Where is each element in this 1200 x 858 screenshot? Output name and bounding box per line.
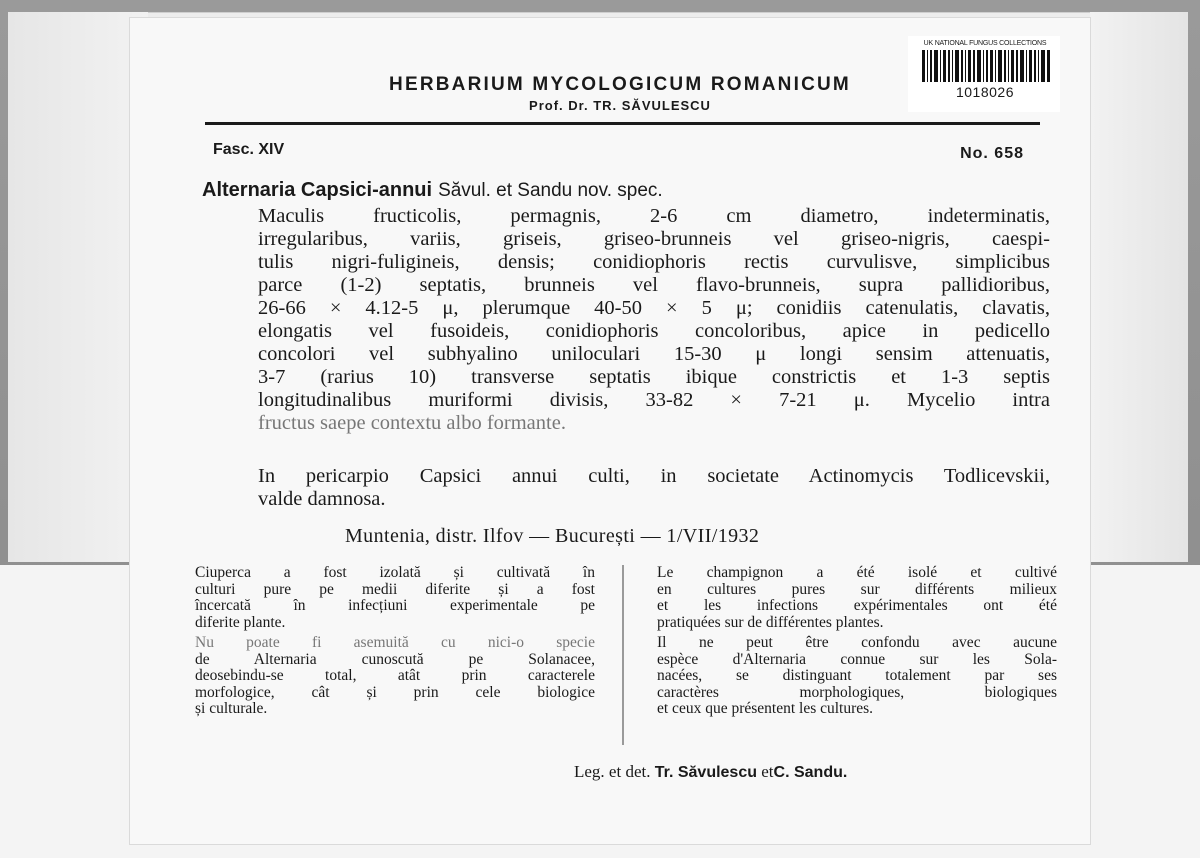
latin-diagnosis	[258, 205, 1050, 435]
note-line: deosebindu-se total, atât prin caracterele	[195, 667, 595, 684]
collector-name-2: C. Sandu.	[773, 764, 848, 781]
envelope-flap-left	[8, 12, 148, 562]
fascicle-label: Fasc. XIV	[213, 141, 285, 158]
diagnosis-line: fructus saepe contextu albo formante.	[258, 412, 566, 434]
note-line: și culturale.	[195, 700, 268, 717]
collector-line	[574, 762, 1014, 782]
diagnosis-line: tulis nigri-fuligineis, densis; conidiophoris rectis curvulisve, simplicibus	[258, 251, 1050, 273]
specimen-number: No. 658	[960, 145, 1024, 162]
barcode-icon	[922, 50, 1050, 82]
romanian-note	[195, 565, 595, 718]
diagnosis-line: 3-7 (rarius 10) transverse septatis ibique constrictis et 1-3 septis	[258, 366, 1050, 388]
diagnosis-line: Maculis fructicolis, permagnis, 2-6 cm diametro, indeterminatis,	[258, 205, 1050, 227]
column-divider	[622, 565, 624, 745]
species-name: Alternaria Capsici-annui	[202, 179, 433, 201]
note-line: Le champignon a été isolé et cultivé	[657, 564, 1057, 581]
diagnosis-line: elongatis vel fusoideis, conidiophoris concoloribus, apice in pedicello	[258, 320, 1050, 342]
note-line: Nu poate fi asemuită cu nici-o specie	[195, 634, 595, 651]
barcode-number: 1018026	[955, 84, 1014, 100]
species-authority: Săvul. et Sandu nov. spec.	[438, 180, 663, 201]
note-line: caractères morphologiques, biologiques	[657, 683, 1057, 701]
note-line: Il ne peut être confondu avec aucune	[657, 634, 1057, 651]
note-line: morfologice, cât și prin cele biologice	[195, 683, 595, 701]
herbarium-subtitle: Prof. Dr. TR. SĂVULESCU	[529, 98, 711, 113]
note-line: diferite plante.	[195, 613, 286, 631]
barcode-header: UK NATIONAL FUNGUS COLLECTIONS	[923, 40, 1047, 47]
herbarium-title: HERBARIUM MYCOLOGICUM ROMANICUM	[389, 74, 851, 95]
diagnosis-line: parce (1-2) septatis, brunneis vel flavo-brunneis, supra pallidioribus,	[258, 274, 1050, 296]
collector-prefix: Leg. et det.	[574, 762, 651, 781]
collector-name-1: Tr. Săvulescu	[654, 764, 757, 781]
substrate-note	[258, 465, 1050, 511]
note-line: culturi pure pe medii diferite și a fost	[195, 580, 595, 598]
note-line: pratiquées sur de différentes plantes.	[657, 613, 884, 631]
envelope-flap-right	[1090, 12, 1188, 562]
species-line	[202, 176, 1062, 202]
substrate-line: In pericarpio Capsici annui culti, in societate Actinomycis Todlicevskii,	[258, 465, 1050, 487]
note-line: încercată în infecțiuni experimentale pe	[195, 597, 595, 614]
locality-date: Muntenia, distr. Ilfov — București — 1/VII/1932	[345, 525, 760, 547]
header-rule	[205, 122, 1040, 125]
substrate-line: valde damnosa.	[258, 488, 386, 510]
note-line: de Alternaria cunoscută pe Solanacee,	[195, 650, 595, 668]
note-line: en cultures pures sur différents milieux	[657, 580, 1057, 598]
diagnosis-line: longitudinalibus muriformi divisis, 33-82 × 7-21 μ. Mycelio intra	[258, 389, 1050, 411]
note-line: et ceux que présentent les cultures.	[657, 700, 874, 717]
diagnosis-line: irregularibus, variis, griseis, griseo-brunneis vel griseo-nigris, caespi-	[258, 228, 1050, 250]
note-line: Ciuperca a fost izolată și cultivată în	[195, 564, 595, 581]
collector-joiner: et	[761, 762, 774, 781]
note-line: nacées, se distinguant totalement par ses	[657, 667, 1057, 684]
diagnosis-line: concolori vel subhyalino uniloculari 15-30 μ longi sensim attenuatis,	[258, 343, 1050, 365]
french-note	[657, 565, 1057, 718]
diagnosis-line: 26-66 × 4.12-5 μ, plerumque 40-50 × 5 μ; conidiis catenulatis, clavatis,	[258, 297, 1050, 319]
note-line: et les infections expérimentales ont été	[657, 597, 1057, 614]
note-line: espèce d'Alternaria connue sur les Sola-	[657, 650, 1057, 668]
